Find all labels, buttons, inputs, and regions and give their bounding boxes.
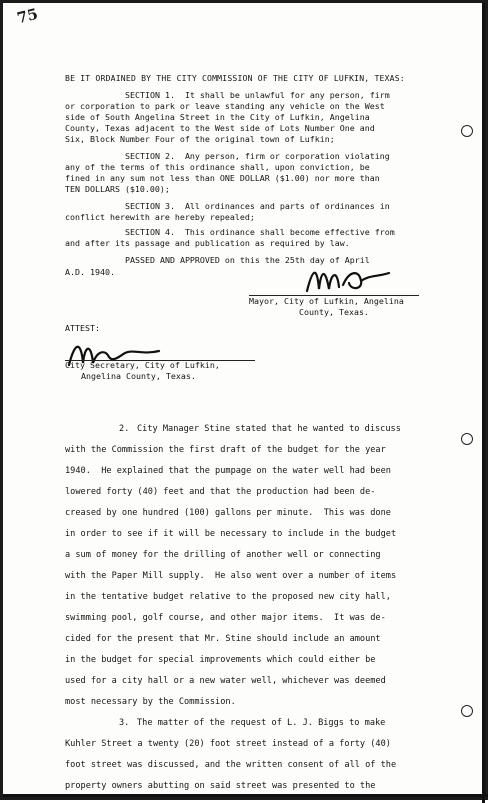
page-number: 75 xyxy=(15,4,40,28)
item2-line: creased by one hundred (100) gallons per minute. This was done xyxy=(65,508,391,518)
item3-line: The matter of the request of L. J. Biggs to make xyxy=(137,718,386,728)
secretary-title-line: Angelina County, Texas. xyxy=(81,371,196,381)
item3-line: foot street was discussed, and the written consent of all of the xyxy=(65,760,397,770)
item2-line: in the budget for special improvements which could either be xyxy=(65,655,376,665)
ordinance-heading: BE IT ORDAINED BY THE CITY COMMISSION OF THE CITY OF LUFKIN, TEXAS: xyxy=(65,73,405,83)
passed-line: PASSED AND APPROVED on this the 25th day of April xyxy=(125,255,370,265)
attest-label: ATTEST: xyxy=(65,323,100,333)
section2-line: fined in any sum not less than ONE DOLLAR ($1.00) nor more than xyxy=(65,173,380,183)
section1-line: County, Texas adjacent to the West side of Lots Number One and xyxy=(65,123,375,133)
item2-line: most necessary by the Commission. xyxy=(65,697,236,707)
section3-line: SECTION 3. All ordinances and parts of ordinances in xyxy=(125,201,390,211)
punch-hole xyxy=(461,705,473,717)
section3-line: conflict herewith are hereby repealed; xyxy=(65,212,255,222)
section1-line: SECTION 1. It shall be unlawful for any person, firm xyxy=(125,90,390,100)
punch-hole xyxy=(461,433,473,445)
page-edge-right xyxy=(482,3,485,803)
mayor-title-line: County, Texas. xyxy=(299,307,369,317)
item3-line: Kuhler Street a twenty (20) foot street instead of a forty (40) xyxy=(65,739,391,749)
mayor-title-line: Mayor, City of Lufkin, Angelina xyxy=(249,296,404,306)
item2-line: with the Commission the first draft of the budget for the year xyxy=(65,445,386,455)
item2-line: in the tentative budget relative to the proposed new city hall, xyxy=(65,592,391,602)
punch-hole xyxy=(461,125,473,137)
item3-number: 3. xyxy=(119,718,130,728)
item2-line: cided for the present that Mr. Stine should include an amount xyxy=(65,634,381,644)
section4-line: and after its passage and publication as required by law. xyxy=(65,238,350,248)
section1-line: or corporation to park or leave standing any vehicle on the West xyxy=(65,101,385,111)
item3-line: property owners abutting on said street was presented to the xyxy=(65,781,376,791)
item2-line: 1940. He explained that the pumpage on the water well had been xyxy=(65,466,391,476)
item2-line: a sum of money for the drilling of another well or connecting xyxy=(65,550,381,560)
section2-line: SECTION 2. Any person, firm or corporation violating xyxy=(125,151,390,161)
secretary-title-line: City Secretary, City of Lufkin, xyxy=(65,360,220,370)
item2-line: with the Paper Mill supply. He also went over a number of items xyxy=(65,571,397,581)
item2-line: in order to see if it will be necessary to include in the budget xyxy=(65,529,397,539)
section2-line: any of the terms of this ordinance shall, upon conviction, be xyxy=(65,162,370,172)
item2-number: 2. xyxy=(119,424,130,434)
passed-line: A.D. 1940. xyxy=(65,267,115,277)
section1-line: Six, Block Number Four of the original town of Lufkin; xyxy=(65,134,335,144)
item2-line: City Manager Stine stated that he wanted to discuss xyxy=(137,424,401,434)
section1-line: side of South Angelina Street in the City of Lufkin, Angelina xyxy=(65,112,370,122)
section4-line: SECTION 4. This ordinance shall become effective from xyxy=(125,227,395,237)
section2-line: TEN DOLLARS ($10.00); xyxy=(65,184,170,194)
item2-line: lowered forty (40) feet and that the production had been de- xyxy=(65,487,376,497)
item2-line: used for a city hall or a new water well, whichever was deemed xyxy=(65,676,386,686)
item2-line: swimming pool, golf course, and other major items. It was de- xyxy=(65,613,386,623)
